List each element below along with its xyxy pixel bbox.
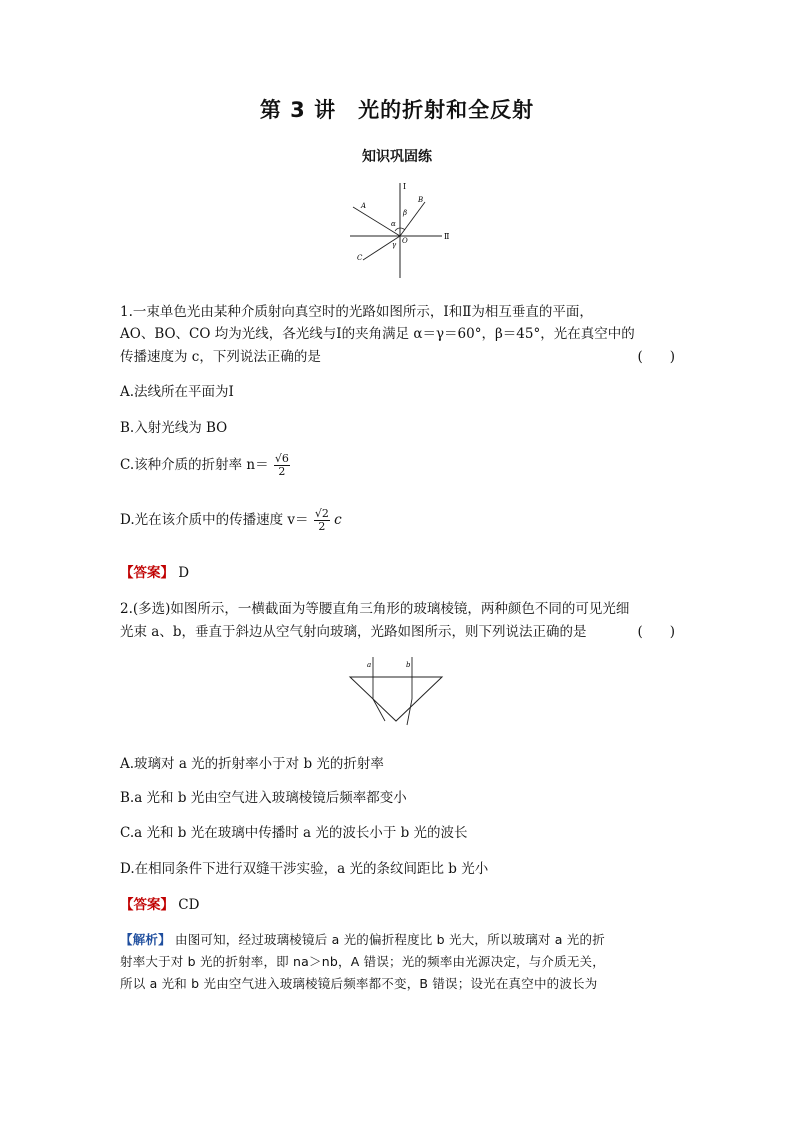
label-b: b <box>406 661 411 669</box>
section-subtitle: 知识巩固练 <box>362 149 432 165</box>
q2-option-c: C.a 光和 b 光在玻璃中传播时 a 光的波长小于 b 光的波长 <box>120 825 468 841</box>
q1-option-c <box>120 453 290 478</box>
q2-answer-tag: 【答案】 <box>120 897 174 913</box>
q2-answer-value: CD <box>178 897 200 913</box>
q1-option-d-numerator: √2 <box>314 507 329 520</box>
beam-a-exit <box>373 699 385 721</box>
q2-line-2-text: 光束 a、b，垂直于斜边从空气射向玻璃，光路如图所示，则下列说法正确的是 <box>120 624 587 640</box>
q2-explain-tag: 【解析】 <box>120 932 171 947</box>
label-A: A <box>361 202 367 210</box>
q1-line-2: AO、BO、CO 均为光线，各光线与Ⅰ的夹角满足 α＝γ＝60°，β＝45°，光在真空中的 <box>120 326 635 342</box>
q1-answer-value: D <box>178 565 190 581</box>
q1-option-c-denominator: 2 <box>278 465 286 478</box>
label-alpha: α <box>391 220 396 228</box>
q1-option-d-text: D.光在该介质中的传播速度 v＝ <box>120 512 309 528</box>
ray-BO <box>400 202 425 236</box>
label-a: a <box>367 661 372 669</box>
angle-alpha-arc <box>395 228 400 231</box>
label-I: Ⅰ <box>403 182 407 191</box>
q2-answer <box>120 893 199 913</box>
label-C: C <box>357 254 363 262</box>
q1-option-d-denominator: 2 <box>318 520 326 533</box>
q2-option-b: B.a 光和 b 光由空气进入玻璃棱镜后频率都变小 <box>120 790 407 806</box>
q1-answer-tag: 【答案】 <box>120 565 174 581</box>
q2-line-2 <box>120 620 675 640</box>
prism-diagram <box>345 655 450 730</box>
page-title: 第 3 讲 光的折射和全反射 <box>259 98 535 122</box>
prism-outline <box>350 677 442 721</box>
q1-line-1: 1.一束单色光由某种介质射向真空时的光路如图所示，Ⅰ和Ⅱ为相互垂直的平面， <box>120 304 593 320</box>
q2-option-a: A.玻璃对 a 光的折射率小于对 b 光的折射率 <box>120 756 384 772</box>
q2-line-1: 2.(多选)如图所示，一横截面为等腰直角三角形的玻璃棱镜，两种颜色不同的可见光细 <box>120 601 630 617</box>
angle-beta-arc <box>400 228 405 230</box>
q1-answer-paren: ( ) <box>637 349 675 365</box>
q1-option-a: A.法线所在平面为Ⅰ <box>120 384 234 400</box>
q1-option-c-numerator: √6 <box>274 452 289 465</box>
q1-option-d-fraction <box>314 508 330 533</box>
q2-answer-paren: ( ) <box>637 624 675 640</box>
q2-explain-line-2: 射率大于对 b 光的折射率，即 na＞nb，A 错误；光的频率由光源决定，与介质无关， <box>120 954 605 969</box>
q1-option-c-text: C.该种介质的折射率 n＝ <box>120 457 269 473</box>
refraction-diagram <box>345 180 455 280</box>
label-O: O <box>402 237 408 245</box>
q1-line-3-text: 传播速度为 c，下列说法正确的是 <box>120 349 321 365</box>
q1-line-3 <box>120 345 675 365</box>
q2-option-d: D.在相同条件下进行双缝干涉实验，a 光的条纹间距比 b 光小 <box>120 861 489 877</box>
label-beta: β <box>403 209 408 217</box>
beam-b-exit <box>407 699 412 725</box>
q1-answer <box>120 561 189 581</box>
q1-option-d <box>120 508 342 533</box>
q2-explain-line-3: 所以 a 光和 b 光由空气进入玻璃棱镜后频率都不变，B 错误；设光在真空中的波长为 <box>120 976 598 991</box>
q1-option-b: B.入射光线为 BO <box>120 420 228 436</box>
q2-explain-text-1: 由图可知，经过玻璃棱镜后 a 光的偏折程度比 b 光大，所以玻璃对 a 光的折 <box>175 932 605 947</box>
label-gamma: γ <box>392 241 397 249</box>
q1-option-d-suffix: c <box>334 512 342 528</box>
label-II: Ⅱ <box>444 232 450 241</box>
q1-option-c-fraction <box>274 453 290 478</box>
label-B: B <box>418 196 424 204</box>
q2-explain-line-1 <box>120 930 605 948</box>
